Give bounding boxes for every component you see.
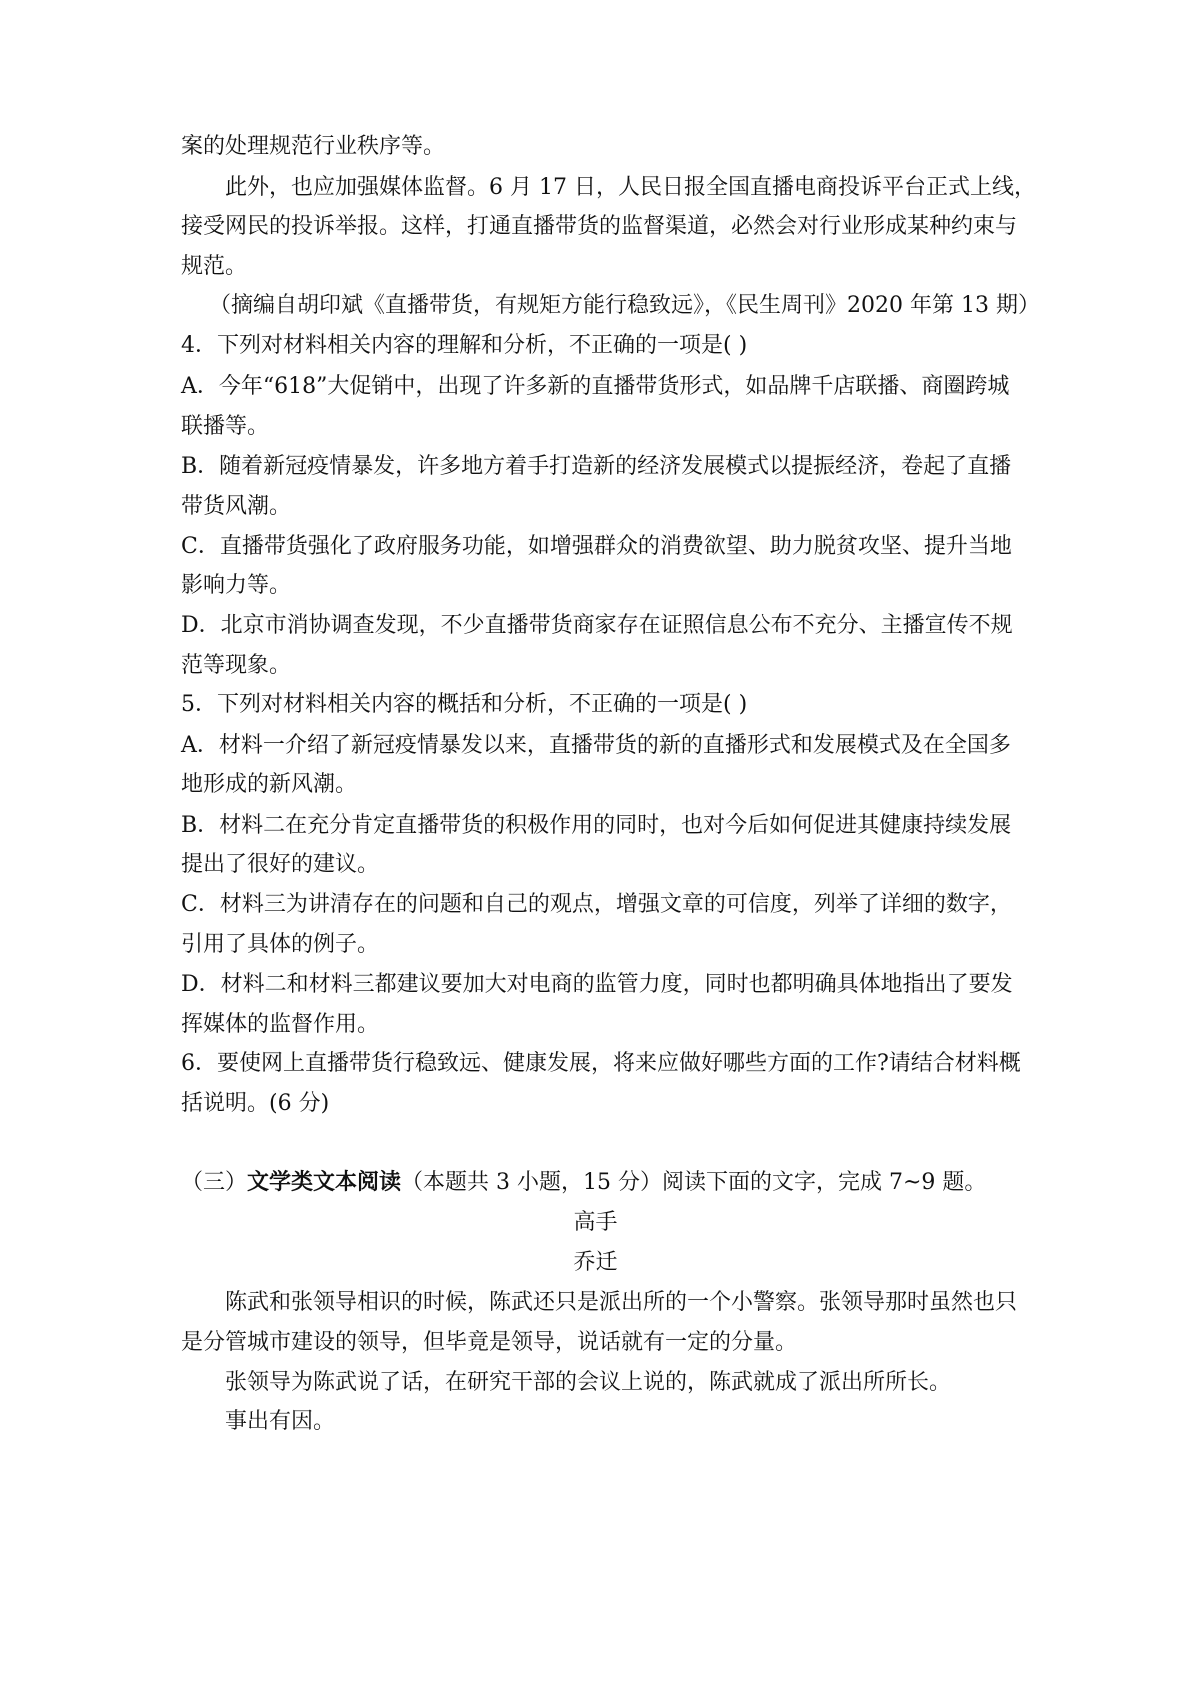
question-4-option-a: A．今年“618”大促销中，出现了许多新的直播带货形式，如品牌千店联播、商圈跨城 [181, 374, 1010, 399]
question-5-option-d-cont: 挥媒体的监督作用。 [181, 1012, 380, 1037]
question-5-option-b-cont: 提出了很好的建议。 [181, 852, 380, 877]
material3-paragraph-line: 此外，也应加强媒体监督。6 月 17 日，人民日报全国直播电商投诉平台正式上线， [225, 175, 1036, 200]
question-4-option-d: D．北京市消协调查发现，不少直播带货商家存在证照信息公布不充分、主播宣传不规 [181, 613, 1013, 638]
story-title: 高手 [573, 1210, 618, 1235]
question-5-option-d: D．材料二和材料三都建议要加大对电商的监管力度，同时也都明确具体地指出了要发 [181, 972, 1013, 997]
question-6-stem-cont: 括说明。(6 分) [181, 1091, 330, 1116]
question-4-option-c: C．直播带货强化了政府服务功能，如增强群众的消费欲望、助力脱贫攻坚、提升当地 [181, 534, 1012, 559]
material3-paragraph-line: 规范。 [181, 254, 248, 279]
story-paragraph: 张领导为陈武说了话，在研究干部的会议上说的，陈武就成了派出所所长。 [225, 1370, 952, 1395]
source-citation: （摘编自胡印斌《直播带货，有规矩方能行稳致远》，《民生周刊》2020 年第 13 期） [209, 293, 1040, 318]
question-4-option-b-cont: 带货风潮。 [181, 494, 292, 519]
question-4-option-d-cont: 范等现象。 [181, 653, 292, 678]
question-5-stem: 5．下列对材料相关内容的概括和分析，不正确的一项是( ) [181, 692, 748, 717]
question-5-option-a: A．材料一介绍了新冠疫情暴发以来，直播带货的新的直播形式和发展模式及在全国多 [181, 733, 1011, 758]
question-5-option-b: B．材料二在充分肯定直播带货的积极作用的同时，也对今后如何促进其健康持续发展 [181, 813, 1012, 838]
story-paragraph: 事出有因。 [225, 1409, 336, 1434]
material3-line: 案的处理规范行业秩序等。 [181, 134, 446, 159]
question-4-option-c-cont: 影响力等。 [181, 573, 292, 598]
question-5-option-c: C．材料三为讲清存在的问题和自己的观点，增强文章的可信度，列举了详细的数字， [181, 892, 1012, 917]
section-prefix: （三） [181, 1170, 248, 1195]
question-5-option-c-cont: 引用了具体的例子。 [181, 932, 380, 957]
section-title: 文学类文本阅读 [247, 1169, 402, 1195]
question-4-option-a-cont: 联播等。 [181, 414, 270, 439]
section-info: （本题共 3 小题，15 分）阅读下面的文字，完成 7~9 题。 [401, 1170, 987, 1195]
section-heading [181, 1167, 986, 1198]
story-paragraph-line: 是分管城市建设的领导，但毕竟是领导，说话就有一定的分量。 [181, 1330, 798, 1355]
story-paragraph-line: 陈武和张领导相识的时候，陈武还只是派出所的一个小警察。张领导那时虽然也只 [225, 1290, 1018, 1315]
material3-paragraph-line: 接受网民的投诉举报。这样，打通直播带货的监督渠道，必然会对行业形成某种约束与 [181, 214, 1018, 239]
question-5-option-a-cont: 地形成的新风潮。 [181, 772, 358, 797]
story-author: 乔迁 [573, 1250, 618, 1275]
question-4-stem: 4．下列对材料相关内容的理解和分析，不正确的一项是( ) [181, 333, 748, 358]
question-6-stem: 6．要使网上直播带货行稳致远、健康发展，将来应做好哪些方面的工作?请结合材料概 [181, 1051, 1021, 1076]
question-4-option-b: B．随着新冠疫情暴发，许多地方着手打造新的经济发展模式以提振经济，卷起了直播 [181, 454, 1012, 479]
